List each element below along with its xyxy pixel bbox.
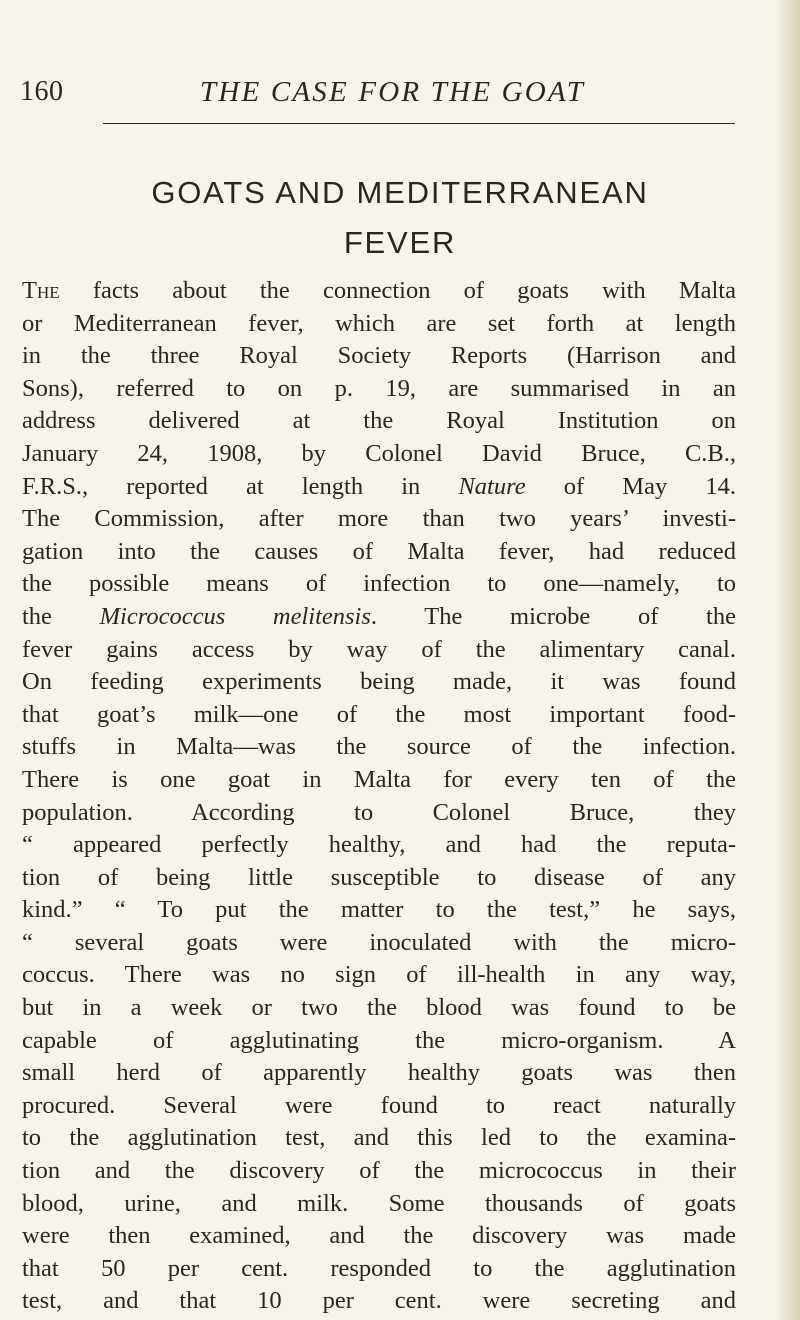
- chapter-title-line-1: GOATS AND MEDITERRANEAN: [151, 175, 649, 210]
- text-line: population. According to Colonel Bruce, they: [22, 798, 736, 826]
- text-line: blood, urine, and milk. Some thousands of goats: [22, 1189, 736, 1217]
- text-line: tion of being little susceptible to disease of any: [22, 863, 736, 891]
- page-number: 160: [20, 76, 64, 107]
- text-line: January 24, 1908, by Colonel David Bruce, C.B.,: [22, 439, 736, 467]
- text-line: fever gains access by way of the alimentary canal.: [22, 635, 736, 663]
- text-line: coccus. There was no sign of ill-health in any way,: [22, 961, 736, 989]
- text-line: small herd of apparently healthy goats was then: [22, 1059, 736, 1087]
- text-line: the possible means of infection to one—namely, to: [22, 570, 736, 598]
- text-line: tion and the discovery of the micrococcus in their: [22, 1157, 736, 1185]
- text-line: Sons), referred to on p. 19, are summarised in an: [22, 374, 736, 402]
- running-title: THE CASE FOR THE GOAT: [200, 76, 586, 108]
- text-line: On feeding experiments being made, it was found: [22, 668, 736, 696]
- page-edge-shading: [776, 0, 800, 1320]
- header-rule: [103, 123, 735, 124]
- text-line: address delivered at the Royal Institution on: [22, 407, 736, 435]
- text-line: The Commission, after more than two years’ investi-: [22, 505, 736, 533]
- text-line: test, and that 10 per cent. were secreting and: [22, 1287, 736, 1315]
- text-line: There is one goat in Malta for every ten of the: [22, 765, 736, 793]
- text-line: were then examined, and the discovery was made: [22, 1222, 736, 1250]
- text-line: capable of agglutinating the micro-organism. A: [22, 1026, 736, 1054]
- text-line: kind.” “ To put the matter to the test,” he says,: [22, 896, 736, 924]
- text-line: procured. Several were found to react naturally: [22, 1091, 736, 1119]
- text-line: but in a week or two the blood was found to be: [22, 994, 736, 1022]
- text-line: “ several goats were inoculated with the micro-: [22, 928, 736, 956]
- text-line: that 50 per cent. responded to the agglutination: [22, 1254, 736, 1282]
- text-line: gation into the causes of Malta fever, had reduced: [22, 537, 736, 565]
- text-line: “ appeared perfectly healthy, and had the reputa-: [22, 831, 736, 859]
- text-line: to the agglutination test, and this led to the examina-: [22, 1124, 736, 1152]
- body-paragraph: [22, 275, 736, 1318]
- chapter-title: [30, 168, 770, 268]
- text-line: in the three Royal Society Reports (Harrison and: [22, 342, 736, 370]
- running-header: [20, 70, 755, 120]
- text-line: or Mediterranean fever, which are set forth at length: [22, 309, 736, 337]
- text-line: that goat’s milk—one of the most important food-: [22, 700, 736, 728]
- chapter-title-line-2: FEVER: [343, 225, 457, 260]
- text-line: stuffs in Malta—was the source of the infection.: [22, 733, 736, 761]
- text-line: F.R.S., reported at length in Nature of May 14.: [22, 472, 736, 500]
- text-line: the Micrococcus melitensis. The microbe of the: [22, 602, 736, 630]
- text-line: The facts about the connection of goats with Malta: [22, 277, 736, 304]
